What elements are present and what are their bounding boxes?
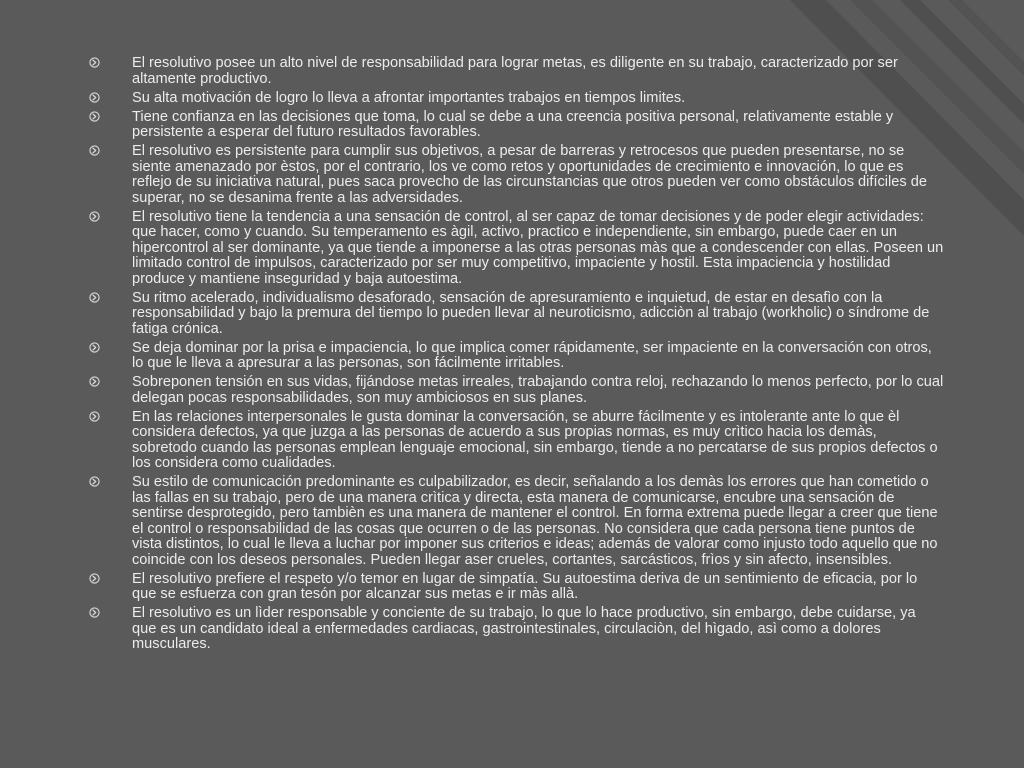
bullet-item xyxy=(82,475,944,568)
bullet-text: Su alta motivación de logro lo lleva a afrontar importantes trabajos en tiempos limites. xyxy=(132,89,686,106)
bullet-text: El resolutivo es un lìder responsable y conciente de su trabajo, lo que lo hace productivo, sin embargo, debe cuidarse, ya que es un candidato ideal a enfermedades cardiacas, gastrointestinales, circulaciòn, del hìgado, asì como a dolores musculares. xyxy=(132,605,916,652)
slide-content xyxy=(82,56,944,656)
circled-arrow-icon xyxy=(89,57,100,68)
circled-arrow-icon xyxy=(89,145,100,156)
circled-arrow-icon xyxy=(89,342,100,353)
bullet-item xyxy=(82,291,944,338)
bullet-item xyxy=(82,410,944,472)
bullet-text: El resolutivo prefiere el respeto y/o temor en lugar de simpatía. Su autoestima deriva de un sentimiento de eficacia, por lo que se esfuerza con gran tesón por alcanzar sus metas e ir màs allà. xyxy=(132,570,918,602)
bullet-item xyxy=(82,341,944,372)
bullet-item xyxy=(82,210,944,288)
bullet-item xyxy=(82,56,944,87)
bullet-item xyxy=(82,91,944,107)
bullet-item xyxy=(82,606,944,653)
bullet-text: Tiene confianza en las decisiones que toma, lo cual se debe a una creencia positiva personal, relativamente estable y persistente a esperar del futuro resultados favorables. xyxy=(132,108,894,140)
circled-arrow-icon xyxy=(89,376,100,387)
circled-arrow-icon xyxy=(89,607,100,618)
bullet-text: El resolutivo posee un alto nivel de responsabilidad para lograr metas, es diligente en su trabajo, caracterizado por ser altamente productivo. xyxy=(132,55,898,87)
bullet-text: El resolutivo es persistente para cumplir sus objetivos, a pesar de barreras y retrocesos que pueden presentarse, no se siente amenazado por èstos, por el contrario, los ve como retos y oportunidades de crecimiento e innovación, lo que es reflejo de su iniciativa natural, pues saca provecho de las circunstancias que otros pueden ver como obstáculos difíciles de superar, no se desanima frente a las adversidades. xyxy=(132,143,927,206)
bullet-item xyxy=(82,572,944,603)
circled-arrow-icon xyxy=(89,92,100,103)
circled-arrow-icon xyxy=(89,411,100,422)
bullet-item xyxy=(82,375,944,406)
circled-arrow-icon xyxy=(89,111,100,122)
bullet-item xyxy=(82,144,944,206)
bullet-item xyxy=(82,110,944,141)
circled-arrow-icon xyxy=(89,211,100,222)
bullet-text: Sobreponen tensión en sus vidas, fijándose metas irreales, trabajando contra reloj, rechazando lo menos perfecto, por lo cual delegan pocas responsabilidades, son muy ambiciosos en sus planes. xyxy=(132,374,944,406)
bullet-text: Su estilo de comunicación predominante es culpabilizador, es decir, señalando a los demàs los errores que han cometido o las fallas en su trabajo, pero de una manera crìtica y directa, esta manera de comunicarse, encubre una sensación de sentirse desprotegido, pero tambièn es una manera de mantener el control. En forma extrema puede llegar a creer que tiene el control o responsabilidad de las cosas que ocurren o de las personas. No considera que cada persona tiene puntos de vista distintos, lo cual le lleva a luchar por imponer sus criterios e ideas; además de valorar como injusto todo aquello que no coincide con los deseos personales. Pueden llegar aser crueles, cortantes, sarcásticos, frìos y sin afecto, insensibles. xyxy=(132,474,938,568)
circled-arrow-icon xyxy=(89,476,100,487)
circled-arrow-icon xyxy=(89,573,100,584)
bullet-list xyxy=(82,56,944,653)
bullet-text: Se deja dominar por la prisa e impaciencia, lo que implica comer rápidamente, ser impaciente en la conversación con otros, lo que le lleva a apresurar a las personas, son fácilmente irritables. xyxy=(132,339,932,371)
bullet-text: En las relaciones interpersonales le gusta dominar la conversación, se aburre fácilmente y es intolerante ante lo que èl considera defectos, ya que juzga a las personas de acuerdo a sus propias normas, es muy crìtico hacia los demàs, sobretodo cuando las personas emplean lenguaje emocional, sin embargo, tiende a no percatarse de sus propios defectos o los considera como cualidades. xyxy=(132,408,938,471)
bullet-text: Su ritmo acelerado, individualismo desaforado, sensación de apresuramiento e inquietud, de estar en desafìo con la responsabilidad y bajo la premura del tiempo lo pueden llevar al neuroticismo, adicciòn al trabajo (workholic) o síndrome de fatiga crónica. xyxy=(132,289,930,337)
circled-arrow-icon xyxy=(89,292,100,303)
bullet-text: El resolutivo tiene la tendencia a una sensación de control, al ser capaz de tomar decisiones y de poder elegir actividades: que hacer, como y cuando. Su temperamento es àgil, activo, practico e independiente, sin embargo, puede caer en un hipercontrol al ser dominante, ya que tiende a imponerse a las otras personas màs que a condescender con ellas. Poseen un limitado control de impulsos, caracterizado por ser muy competitivo, impaciente y hostil. Esta impaciencia y hostilidad produce y mantiene inseguridad y baja autoestima. xyxy=(132,208,944,287)
